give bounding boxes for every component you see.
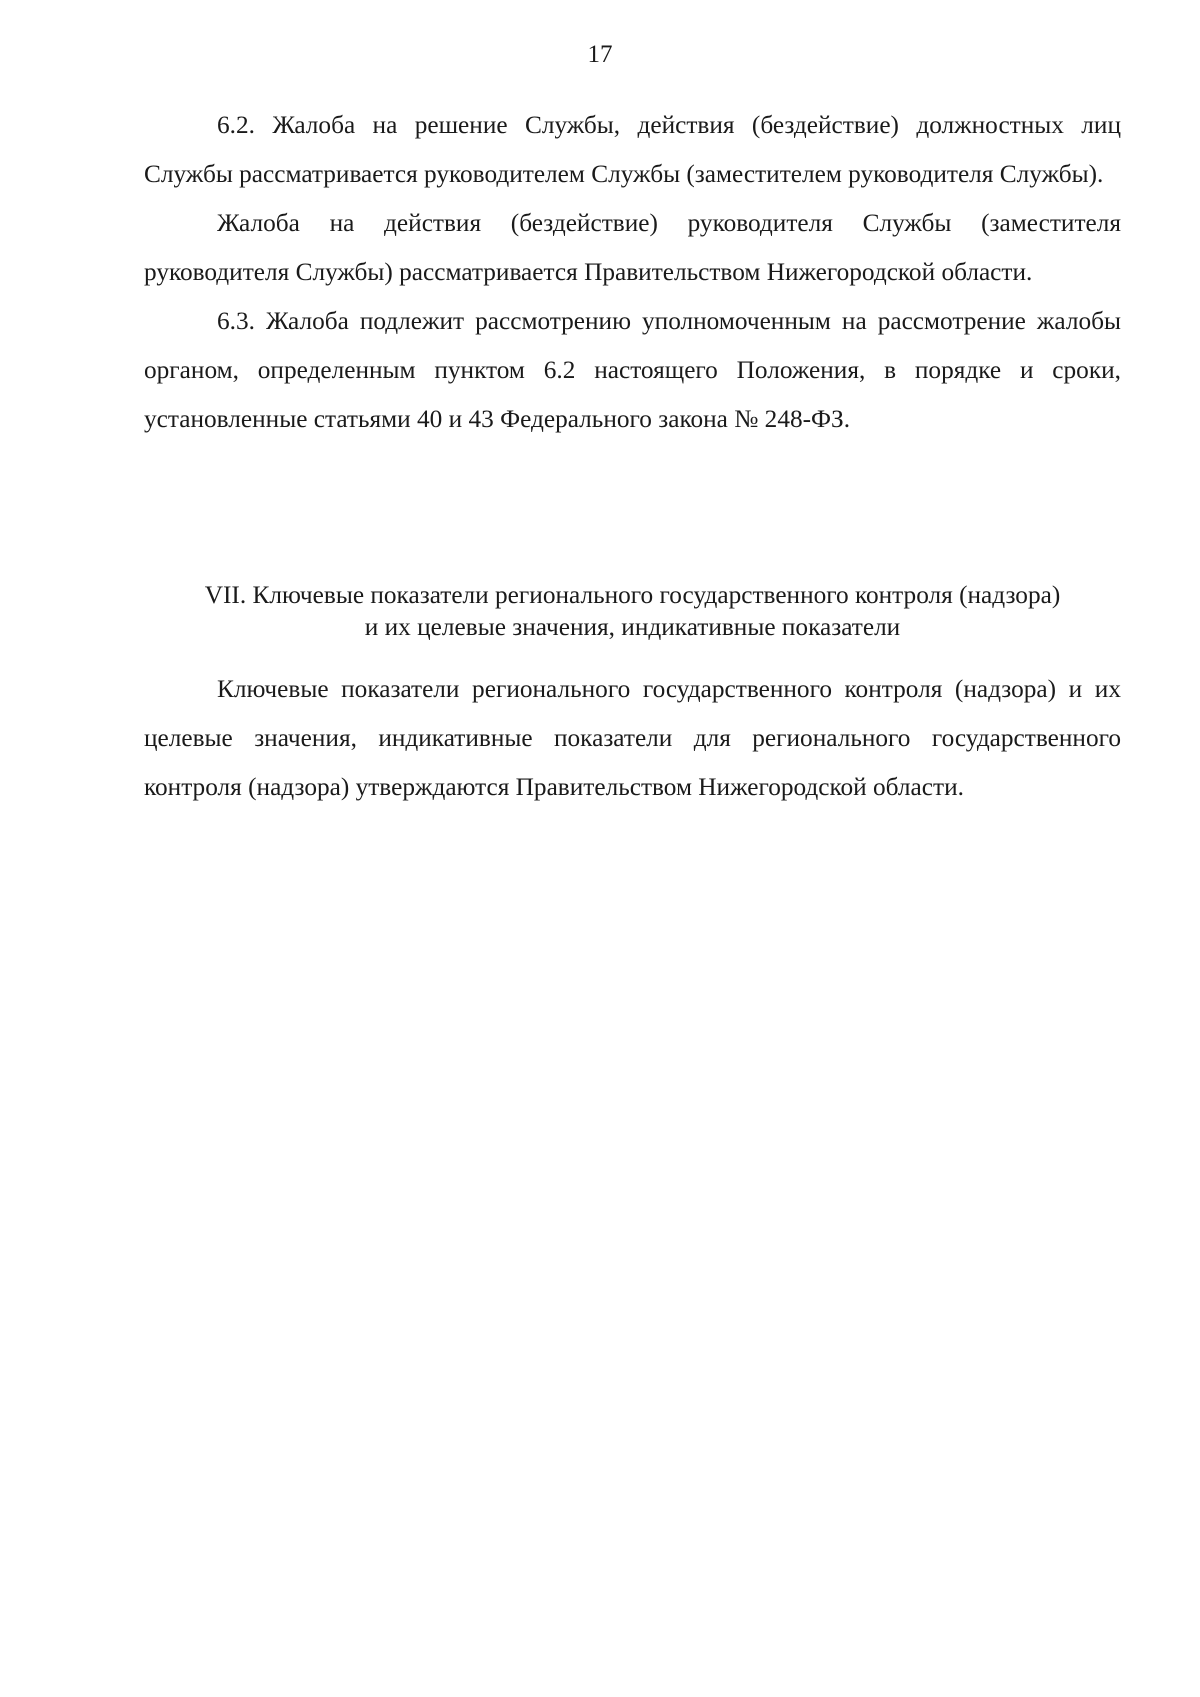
paragraph-6-2-head-complaint: Жалоба на действия (бездействие) руководителя Службы (заместителя руководителя Службы) рассматривается Правительством Нижегородской области.: [144, 209, 1121, 286]
paragraph-key-indicators: Ключевые показатели регионального государственного контроля (надзора) и их целевые значения, индикативные показатели для регионального государственного контроля (надзора) утверждаются Правительством Нижегородской области.: [144, 675, 1121, 801]
paragraph-6-2: 6.2. Жалоба на решение Службы, действия (бездействие) должностных лиц Службы рассматривается руководителем Службы (заместителем руководителя Службы).: [144, 111, 1121, 188]
section-heading-vii: [144, 579, 1121, 643]
paragraph-6-3: 6.3. Жалоба подлежит рассмотрению уполномоченным на рассмотрение жалобы органом, определенным пунктом 6.2 настоящего Положения, в порядке и сроки, установленные статьями 40 и 43 Федерального закона № 248-ФЗ.: [144, 307, 1121, 433]
section-vii-body: [144, 665, 1121, 812]
section-heading-line-1: VII. Ключевые показатели регионального государственного контроля (надзора): [204, 581, 1061, 609]
section-heading-line-2: и их целевые значения, индикативные показатели: [364, 613, 901, 641]
document-body: [144, 101, 1121, 444]
page-number: 17: [587, 41, 613, 68]
